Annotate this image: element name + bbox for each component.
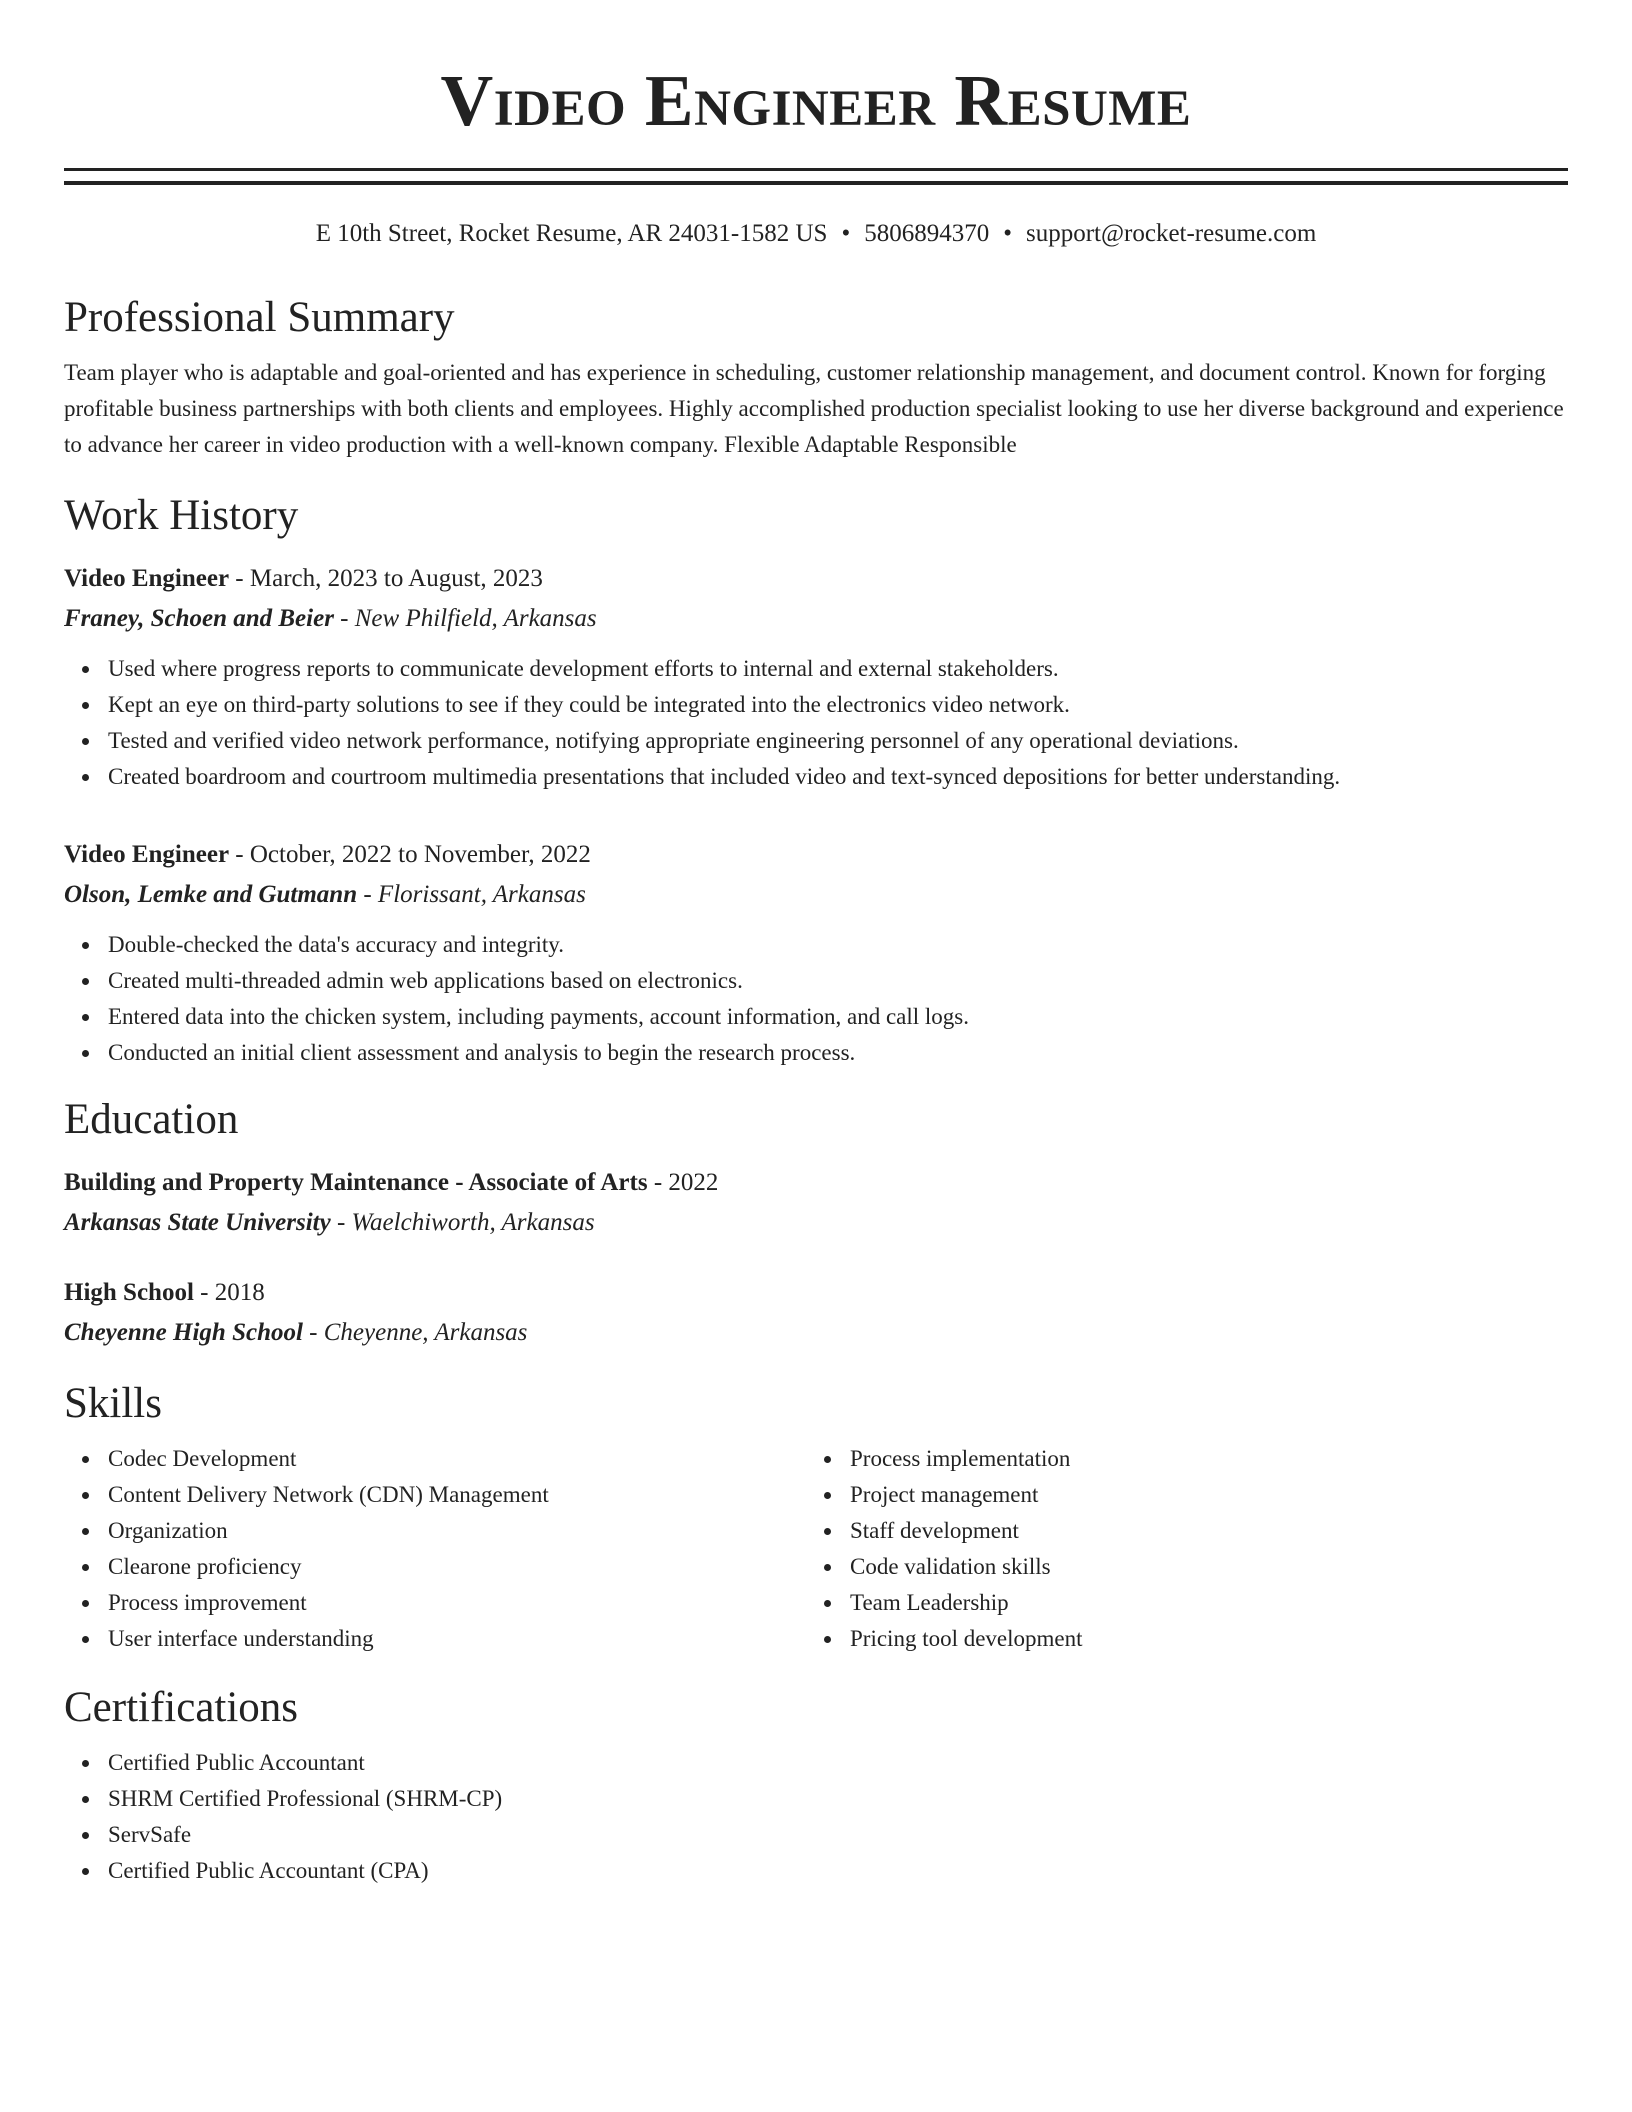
skills-list-left bbox=[64, 1441, 806, 1657]
education-entry bbox=[64, 1163, 1568, 1243]
certification-item: ServSafe bbox=[108, 1817, 1568, 1853]
skill-item: Pricing tool development bbox=[850, 1621, 1548, 1657]
job-bullet: Tested and verified video network performance, notifying appropriate engineering personnel of any operational deviations. bbox=[108, 723, 1568, 759]
job-bullet: Kept an eye on third-party solutions to see if they could be integrated into the electronics video network. bbox=[108, 687, 1568, 723]
certification-item: Certified Public Accountant bbox=[108, 1745, 1568, 1781]
contact-email: support@rocket-resume.com bbox=[1026, 220, 1317, 247]
education-location: - Waelchiworth, Arkansas bbox=[330, 1209, 595, 1236]
skill-item: Process improvement bbox=[108, 1585, 806, 1621]
resume-title: Video Engineer Resume bbox=[440, 60, 1192, 141]
certifications-heading: Certifications bbox=[64, 1684, 299, 1731]
skill-item: Clearone proficiency bbox=[108, 1549, 806, 1585]
education-school: Cheyenne High School bbox=[64, 1319, 303, 1346]
certifications-list bbox=[64, 1745, 1568, 1889]
job-company: Franey, Schoen and Beier bbox=[64, 605, 334, 632]
skill-item: Staff development bbox=[850, 1513, 1548, 1549]
certification-item: Certified Public Accountant (CPA) bbox=[108, 1853, 1568, 1889]
job-location: - New Philfield, Arkansas bbox=[333, 605, 597, 632]
work-history-heading: Work History bbox=[64, 492, 299, 539]
job-company: Olson, Lemke and Gutmann bbox=[64, 881, 358, 908]
skills-list-right bbox=[806, 1441, 1548, 1657]
education-school: Arkansas State University bbox=[64, 1209, 331, 1236]
contact-separator: • bbox=[1003, 220, 1012, 247]
job-location: - Florissant, Arkansas bbox=[357, 881, 586, 908]
job-bullet: Double-checked the data's accuracy and integrity. bbox=[108, 927, 1568, 963]
skill-item: Project management bbox=[850, 1477, 1548, 1513]
contact-phone: 5806894370 bbox=[864, 220, 990, 247]
education-school-line bbox=[64, 1203, 1568, 1243]
job-title-line bbox=[64, 559, 1568, 599]
education-heading: Education bbox=[64, 1096, 239, 1143]
skill-item: Process implementation bbox=[850, 1441, 1548, 1477]
job-dates: - March, 2023 to August, 2023 bbox=[229, 565, 543, 592]
job-bullet: Conducted an initial client assessment and analysis to begin the research process. bbox=[108, 1035, 1568, 1071]
job-bullet-list bbox=[64, 651, 1568, 795]
education-degree-line bbox=[64, 1273, 1568, 1313]
education-location: - Cheyenne, Arkansas bbox=[302, 1319, 528, 1346]
education-degree: Building and Property Maintenance - Associate of Arts bbox=[64, 1169, 648, 1196]
education-school-line bbox=[64, 1313, 1568, 1353]
education-year: - 2018 bbox=[193, 1279, 265, 1306]
job-bullet: Created boardroom and courtroom multimedia presentations that included video and text-synced depositions for better understanding. bbox=[108, 759, 1568, 795]
contact-separator: • bbox=[841, 220, 851, 247]
summary-text: Team player who is adaptable and goal-oriented and has experience in scheduling, customer relationship management, and document control. Known for forging profitable business partnerships with both clients and employees. Highly accomplished production specialist looking to use her diverse background and experience to advance her career in video production with a well-known company. Flexible Adaptable Responsible bbox=[64, 360, 1564, 457]
skills-heading: Skills bbox=[64, 1380, 162, 1427]
contact-address: E 10th Street, Rocket Resume, AR 24031-1582 US bbox=[315, 220, 828, 247]
job-dates: - October, 2022 to November, 2022 bbox=[229, 841, 591, 868]
job-entry bbox=[64, 559, 1568, 795]
education-degree: High School bbox=[64, 1279, 194, 1306]
job-title-line bbox=[64, 835, 1568, 875]
education-entry bbox=[64, 1273, 1568, 1353]
job-company-line bbox=[64, 599, 1568, 639]
skill-item: Code validation skills bbox=[850, 1549, 1548, 1585]
job-company-line bbox=[64, 875, 1568, 915]
title-double-rule bbox=[64, 168, 1568, 185]
job-bullet: Used where progress reports to communicate development efforts to internal and external stakeholders. bbox=[108, 651, 1568, 687]
job-bullet: Entered data into the chicken system, including payments, account information, and call logs. bbox=[108, 999, 1568, 1035]
education-degree-line bbox=[64, 1163, 1568, 1203]
contact-line bbox=[64, 219, 1568, 249]
skill-item: Team Leadership bbox=[850, 1585, 1548, 1621]
skill-item: Codec Development bbox=[108, 1441, 806, 1477]
skills-grid bbox=[64, 1441, 1568, 1657]
education-year: - 2022 bbox=[647, 1169, 719, 1196]
job-entry bbox=[64, 835, 1568, 1071]
skill-item: Content Delivery Network (CDN) Management bbox=[108, 1477, 806, 1513]
job-title: Video Engineer bbox=[64, 841, 230, 868]
summary-heading: Professional Summary bbox=[64, 294, 455, 341]
job-title: Video Engineer bbox=[64, 565, 230, 592]
skill-item: User interface understanding bbox=[108, 1621, 806, 1657]
job-bullet-list bbox=[64, 927, 1568, 1071]
job-bullet: Created multi-threaded admin web applications based on electronics. bbox=[108, 963, 1568, 999]
skill-item: Organization bbox=[108, 1513, 806, 1549]
certification-item: SHRM Certified Professional (SHRM-CP) bbox=[108, 1781, 1568, 1817]
